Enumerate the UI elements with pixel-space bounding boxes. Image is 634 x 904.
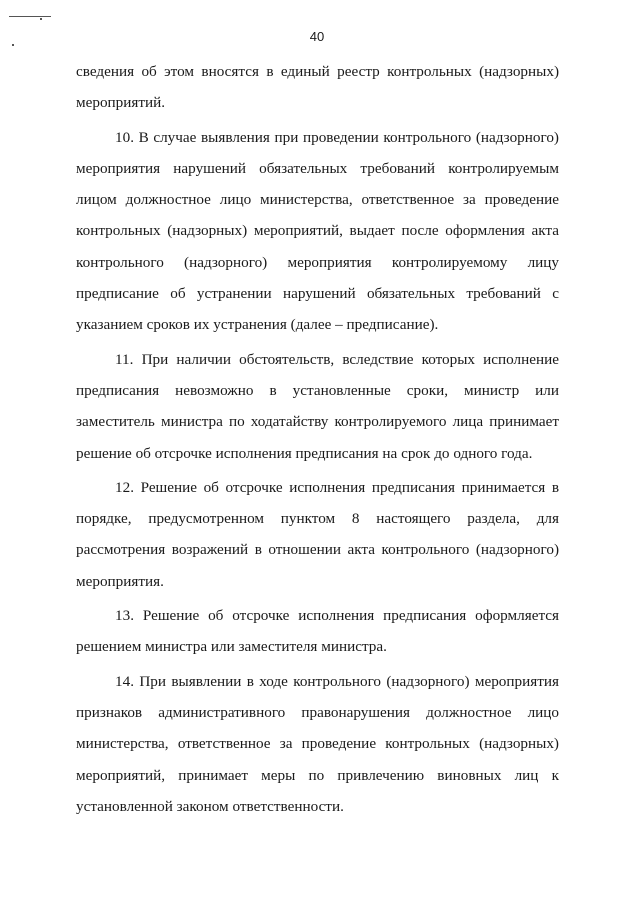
paragraph-item-10: 10. В случае выявления при проведении контрольного (надзорного) мероприятия нарушений обязательных требований контролируемым лицом должностное лицо министерства, ответственное за проведение контрольных (надзорных) мероприятий, выдает после оформления акта контрольного (надзорного) мероприятия контролируемому лицу предписание об устранении нарушений обязательных требований с указанием сроков их устранения (далее – предписание). (76, 128, 559, 334)
page-number: 40 (309, 29, 325, 44)
paragraph-continuation: сведения об этом вносятся в единый реестр контрольных (надзорных) мероприятий. (76, 63, 559, 112)
scan-artifact-line (9, 16, 51, 17)
scan-artifact-dot (40, 18, 42, 20)
paragraph-item-11: 11. При наличии обстоятельств, вследствие которых исполнение предписания невозможно в установленные сроки, министр или заместитель министра по ходатайству контролируемого лица принимает решение об отсрочке исполнения предписания на срок до одного года. (76, 350, 559, 462)
paragraph-item-13: 13. Решение об отсрочке исполнения предписания оформляется решением министра или заместителя министра. (76, 607, 559, 656)
paragraph-item-12: 12. Решение об отсрочке исполнения предписания принимается в порядке, предусмотренном пунктом 8 настоящего раздела, для рассмотрения возражений в отношении акта контрольного (надзорного) мероприятия. (76, 478, 559, 590)
paragraph-item-14: 14. При выявлении в ходе контрольного (надзорного) мероприятия признаков административного правонарушения должностное лицо министерства, ответственное за проведение контрольных (надзорных) мероприятий, принимает меры по привлечению виновных лиц к установленной законом ответственности. (76, 672, 559, 815)
scan-artifact-dot (12, 44, 14, 46)
document-body (76, 56, 559, 822)
